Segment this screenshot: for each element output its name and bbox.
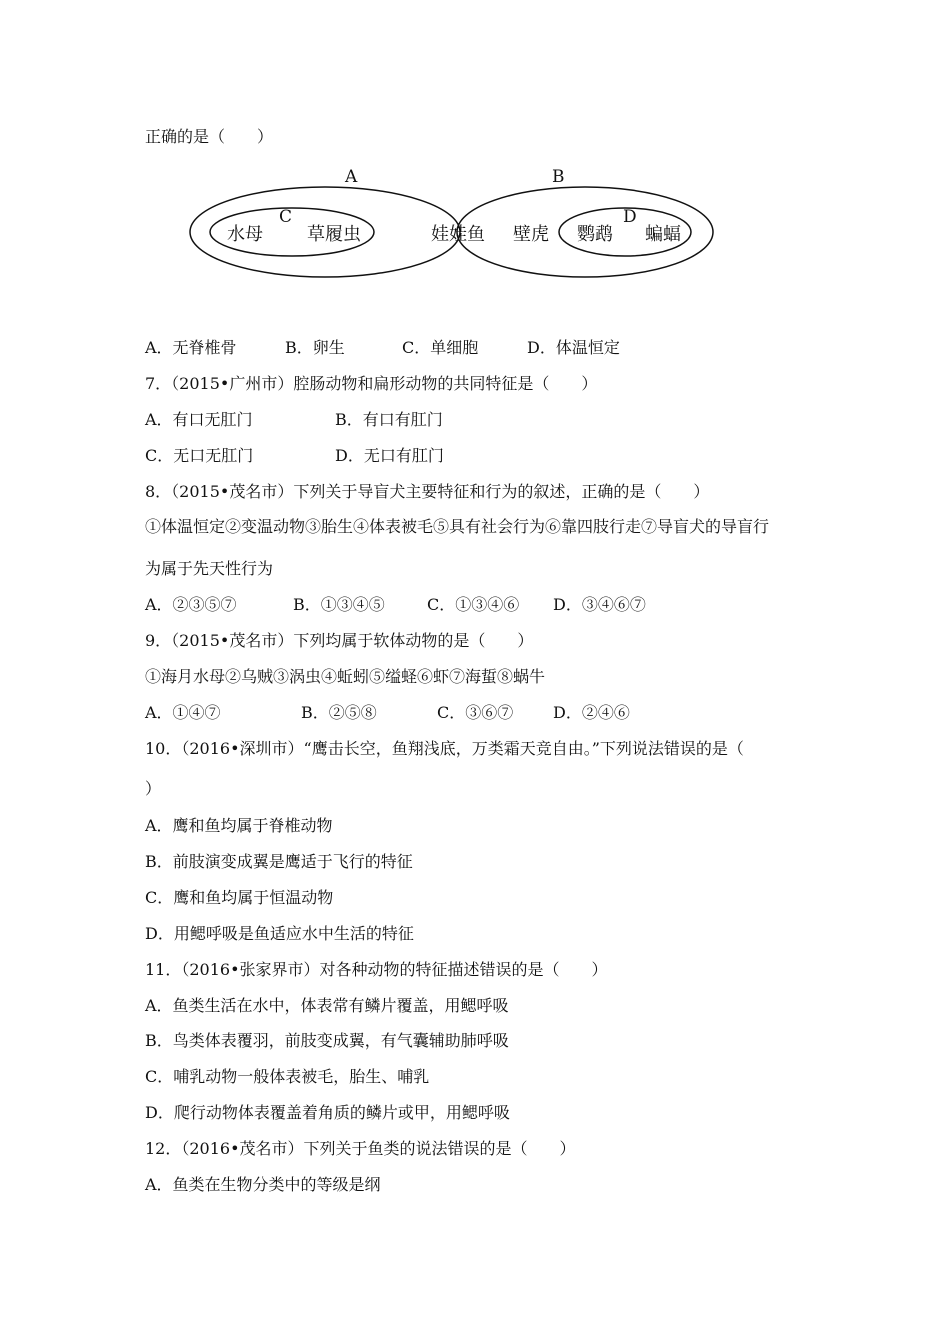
q9-option-c[interactable]: C．③⑥⑦: [437, 703, 514, 722]
question-10-stem-line1: 10．（2016•深圳市）“鹰击长空，鱼翔浅底，万类霜天竞自由。”下列说法错误的是（: [145, 739, 744, 758]
q8-option-c[interactable]: C．①③④⑥: [427, 595, 520, 614]
item-paramecium: 草履虫: [307, 224, 361, 245]
question-12-stem: 12．（2016•茂名市）下列关于鱼类的说法错误的是（ ）: [145, 1139, 576, 1158]
q12-option-a[interactable]: A．鱼类在生物分类中的等级是纲: [145, 1175, 381, 1194]
q7-option-a[interactable]: A．有口无肛门: [145, 410, 253, 429]
q11-option-b[interactable]: B．鸟类体表覆羽，前肢变成翼，有气囊辅助肺呼吸: [145, 1031, 509, 1050]
question-6-stem-tail: 正确的是（ ）: [145, 127, 274, 146]
q11-option-a[interactable]: A．鱼类生活在水中，体表常有鳞片覆盖，用鳃呼吸: [145, 996, 509, 1015]
question-7-stem: 7．（2015•广州市）腔肠动物和扁形动物的共同特征是（ ）: [145, 374, 598, 393]
q7-option-d[interactable]: D．无口有肛门: [335, 446, 444, 465]
question-10-stem-line2: ）: [145, 779, 162, 798]
question-8-items-line2: 为属于先天性行为: [145, 559, 274, 578]
item-parrot: 鹦鹉: [577, 224, 613, 245]
label-a: A: [345, 167, 358, 187]
question-8-stem: 8．（2015•茂名市）下列关于导盲犬主要特征和行为的叙述，正确的是（ ）: [145, 482, 710, 501]
item-salamander: 娃娃鱼: [431, 224, 485, 245]
label-d: D: [623, 207, 637, 227]
q9-option-b[interactable]: B．②⑤⑧: [301, 703, 377, 722]
q6-option-c[interactable]: C．单细胞: [402, 338, 479, 357]
item-jellyfish: 水母: [227, 224, 263, 245]
q8-option-a[interactable]: A．②③⑤⑦: [145, 595, 237, 614]
q6-option-a[interactable]: A．无脊椎骨: [145, 338, 237, 357]
label-c: C: [279, 207, 293, 227]
question-9-items: ①海月水母②乌贼③涡虫④蚯蚓⑤缢蛏⑥虾⑦海蜇⑧蜗牛: [145, 667, 546, 686]
q10-option-a[interactable]: A．鹰和鱼均属于脊椎动物: [145, 816, 333, 835]
venn-diagram: [185, 160, 725, 310]
question-11-stem: 11．（2016•张家界市）对各种动物的特征描述错误的是（ ）: [145, 960, 608, 979]
q7-option-c[interactable]: C．无口无肛门: [145, 446, 254, 465]
q8-option-d[interactable]: D．③④⑥⑦: [553, 595, 646, 614]
q11-option-c[interactable]: C．哺乳动物一般体表被毛，胎生、哺乳: [145, 1067, 430, 1086]
q6-option-b[interactable]: B．卵生: [285, 338, 345, 357]
question-8-items-line1: ①体温恒定②变温动物③胎生④体表被毛⑤具有社会行为⑥靠四肢行走⑦导盲犬的导盲行: [145, 517, 770, 536]
question-9-stem: 9．（2015•茂名市）下列均属于软体动物的是（ ）: [145, 631, 534, 650]
q8-option-b[interactable]: B．①③④⑤: [293, 595, 385, 614]
item-gecko: 壁虎: [513, 224, 549, 245]
q10-option-d[interactable]: D．用鳃呼吸是鱼适应水中生活的特征: [145, 924, 414, 943]
q10-option-c[interactable]: C．鹰和鱼均属于恒温动物: [145, 888, 334, 907]
q10-option-b[interactable]: B．前肢演变成翼是鹰适于飞行的特征: [145, 852, 413, 871]
q9-option-d[interactable]: D．②④⑥: [553, 703, 630, 722]
q6-option-d[interactable]: D．体温恒定: [527, 338, 620, 357]
q7-option-b[interactable]: B．有口有肛门: [335, 410, 443, 429]
label-b: B: [552, 167, 565, 187]
q11-option-d[interactable]: D．爬行动物体表覆盖着角质的鳞片或甲，用鳃呼吸: [145, 1103, 510, 1122]
item-bat: 蝙蝠: [645, 224, 681, 245]
q9-option-a[interactable]: A．①④⑦: [145, 703, 221, 722]
